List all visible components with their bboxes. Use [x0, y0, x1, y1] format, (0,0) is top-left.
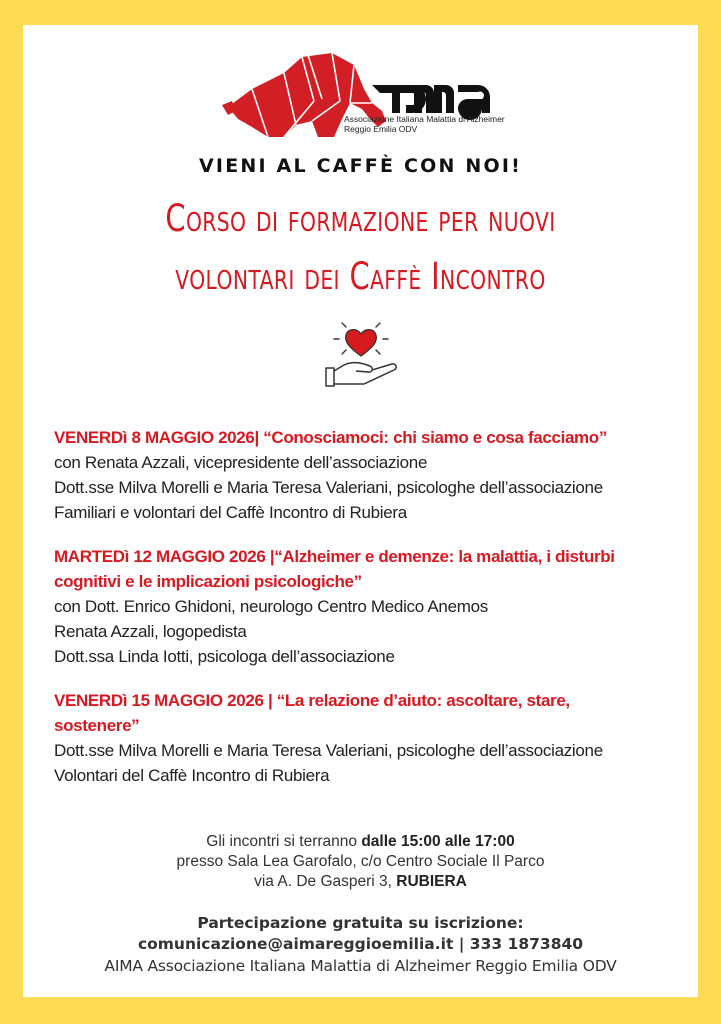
aima-logo — [222, 45, 512, 145]
session-heading: VENERDì 15 MAGGIO 2026 | “La relazione d’aiuto: ascoltare, stare, sostenere” — [54, 691, 570, 735]
title-line-2: volontari dei Caffè Incontro — [175, 255, 546, 298]
organization-name: AIMA Associazione Italiana Malattia di Alzheimer Reggio Emilia ODV — [104, 957, 617, 975]
session-speaker: Dott.ssa Linda Iotti, psicologa dell’associazione — [54, 647, 395, 666]
page-title — [79, 190, 641, 306]
session-speaker: con Renata Azzali, vicepresidente dell’associazione — [54, 453, 428, 472]
session-1 — [54, 425, 674, 525]
kicker-heading: VIENI AL CAFFÈ CON NOI! — [199, 155, 522, 177]
session-speaker: Familiari e volontari del Caffè Incontro di Rubiera — [54, 503, 407, 522]
session-heading: VENERDì 8 MAGGIO 2026| “Conosciamoci: chi siamo e cosa facciamo” — [54, 428, 607, 447]
session-speaker: Volontari del Caffè Incontro di Rubiera — [54, 766, 330, 785]
session-2 — [54, 544, 674, 669]
session-heading: MARTEDì 12 MAGGIO 2026 |“Alzheimer e demenze: la malattia, i disturbi cognitivi e le implicazioni psicologiche” — [54, 547, 615, 591]
contact-block — [0, 913, 721, 977]
session-list — [54, 425, 674, 807]
title-line-1: Corso di formazione per nuovi — [165, 197, 556, 240]
info-venue: presso Sala Lea Garofalo, c/o Centro Sociale Il Parco — [176, 853, 545, 870]
schedule-info — [0, 832, 721, 892]
info-address: via A. De Gasperi 3, RUBIERA — [254, 873, 467, 890]
contact-email-phone[interactable]: comunicazione@aimareggioemilia.it | 333 1873840 — [137, 935, 584, 953]
session-speaker: Dott.sse Milva Morelli e Maria Teresa Valeriani, psicologhe dell’associazione — [54, 741, 603, 760]
hand-holding-heart-icon — [320, 318, 402, 392]
session-speaker: con Dott. Enrico Ghidoni, neurologo Centro Medico Anemos — [54, 597, 488, 616]
logo-subtitle: Associazione Italiana Malattia di Alzheimer Reggio Emilia ODV — [344, 114, 505, 134]
registration-note: Partecipazione gratuita su iscrizione: — [197, 914, 524, 932]
info-time: Gli incontri si terranno dalle 15:00 alle 17:00 — [206, 833, 515, 850]
session-speaker: Renata Azzali, logopedista — [54, 622, 247, 641]
session-3 — [54, 688, 674, 788]
session-speaker: Dott.sse Milva Morelli e Maria Teresa Valeriani, psicologhe dell’associazione — [54, 478, 603, 497]
